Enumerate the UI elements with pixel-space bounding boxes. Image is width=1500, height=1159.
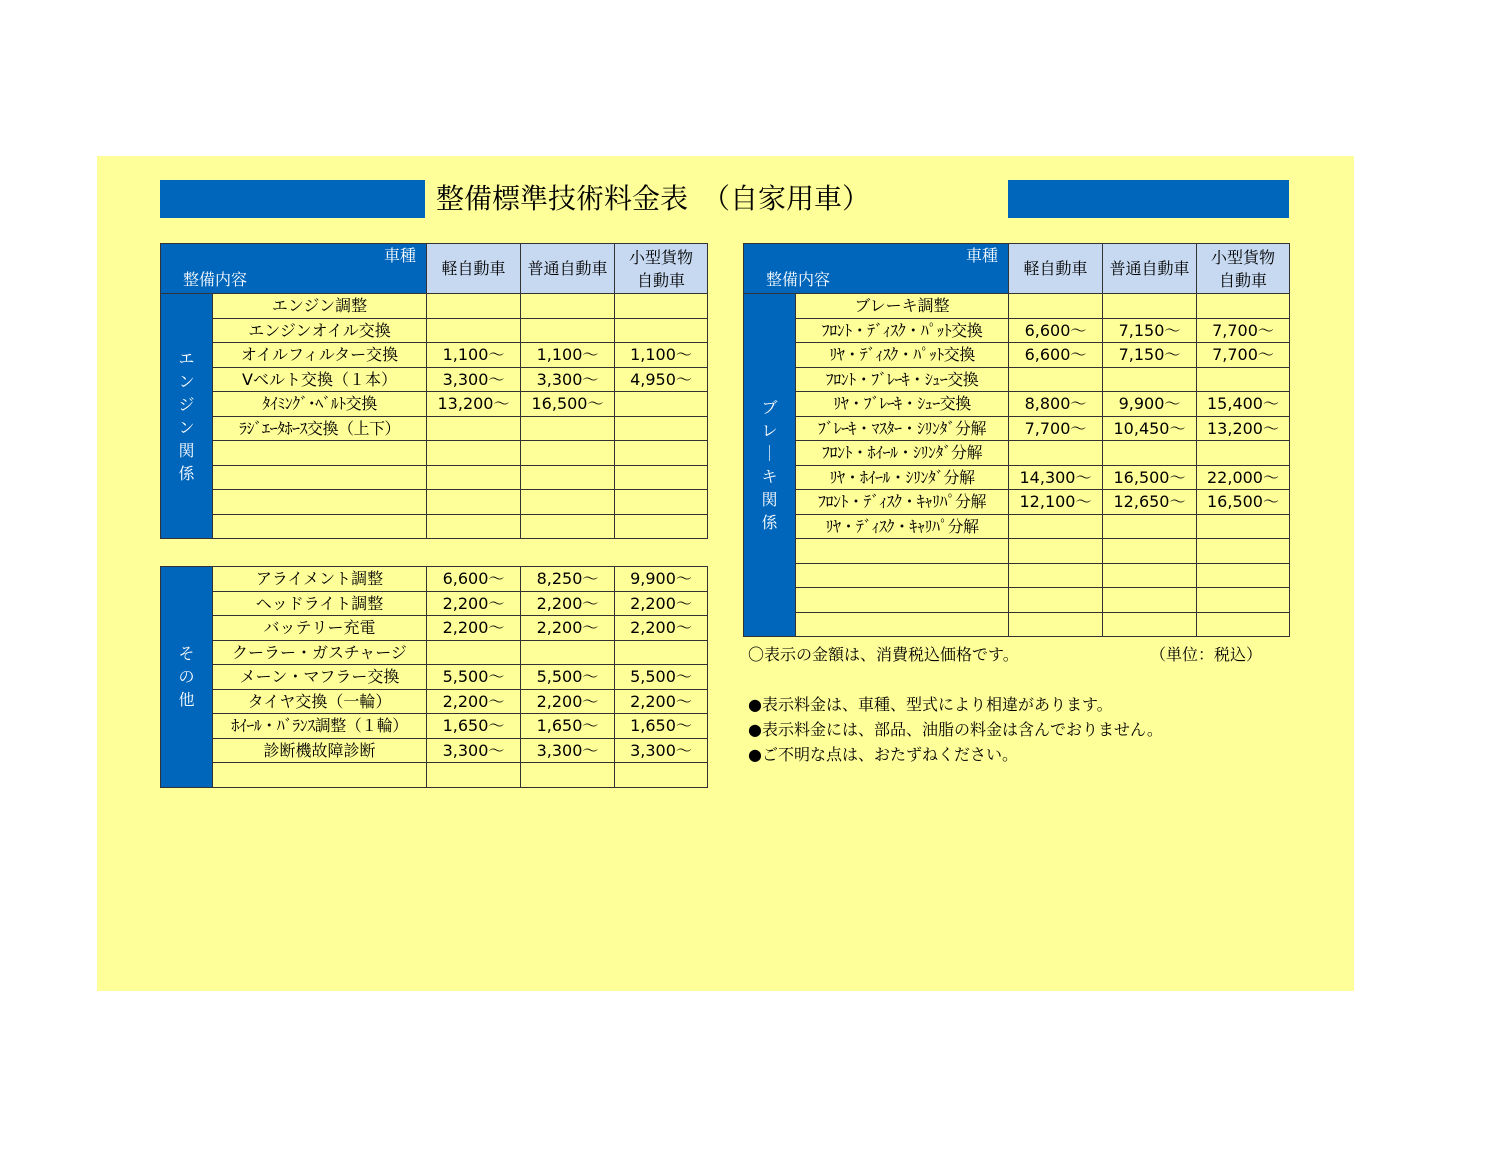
service-item-name (213, 763, 427, 788)
price-cell (1103, 441, 1197, 466)
col-kogata-header (615, 244, 708, 294)
price-cell (615, 640, 708, 665)
price-cell: 9,900～ (615, 567, 708, 592)
price-cell: 7,150～ (1103, 343, 1197, 368)
price-cell: 2,200～ (521, 616, 615, 641)
table-row (744, 343, 1290, 368)
price-cell: 16,500～ (1103, 465, 1197, 490)
price-cell (1009, 294, 1103, 319)
table-row (161, 318, 708, 343)
price-cell (427, 416, 521, 441)
table-row (744, 563, 1290, 588)
price-cell: 7,700～ (1009, 416, 1103, 441)
table-row (744, 465, 1290, 490)
price-cell (1103, 563, 1197, 588)
service-item-name: ブレーキ調整 (796, 294, 1009, 319)
price-cell (1009, 563, 1103, 588)
service-item-name: Vベルト交換（１本） (213, 367, 427, 392)
header-corner (744, 244, 1009, 294)
table-row (161, 689, 708, 714)
price-cell: 1,650～ (615, 714, 708, 739)
service-item-name: ﾗｼﾞｴｰﾀﾎｰｽ交換（上下） (213, 416, 427, 441)
price-cell (521, 441, 615, 466)
col-kogata-header (1197, 244, 1290, 294)
price-cell: 1,100～ (427, 343, 521, 368)
service-item-name: エンジンオイル交換 (213, 318, 427, 343)
price-cell (521, 763, 615, 788)
price-cell: 12,100～ (1009, 490, 1103, 515)
table-row (161, 738, 708, 763)
price-cell (427, 763, 521, 788)
category-label: そ の 他 (161, 567, 213, 788)
price-cell: 2,200～ (615, 591, 708, 616)
service-item-name: ヘッドライト調整 (213, 591, 427, 616)
price-cell (1103, 367, 1197, 392)
price-cell (1197, 294, 1290, 319)
table-row (744, 392, 1290, 417)
note-bullet: ●ご不明な点は、おたずねください。 (748, 745, 1018, 764)
price-cell: 3,300～ (427, 738, 521, 763)
price-cell: 7,700～ (1197, 318, 1290, 343)
service-item-name (213, 441, 427, 466)
price-cell: 13,200～ (1197, 416, 1290, 441)
table-row (744, 539, 1290, 564)
service-item-name: ﾌﾛﾝﾄ・ﾃﾞｨｽｸ・ﾊﾟｯﾄ交換 (796, 318, 1009, 343)
price-cell (1009, 367, 1103, 392)
price-cell (615, 514, 708, 539)
title-bar-left (160, 180, 425, 218)
table-row (161, 465, 708, 490)
col-kei-header: 軽自動車 (1009, 244, 1103, 294)
price-cell: 14,300～ (1009, 465, 1103, 490)
service-item-name: アライメント調整 (213, 567, 427, 592)
price-cell: 4,950～ (615, 367, 708, 392)
vehicle-type-label: 車種 (965, 246, 998, 265)
service-item-name: オイルフィルター交換 (213, 343, 427, 368)
service-item-name: ﾌﾛﾝﾄ・ﾃﾞｨｽｸ・ｷｬﾘﾊﾟ分解 (796, 490, 1009, 515)
price-cell: 16,500～ (521, 392, 615, 417)
brake-price-table (743, 243, 1290, 637)
price-cell: 9,900～ (1103, 392, 1197, 417)
service-item-name (796, 563, 1009, 588)
col-futsu-header: 普通自動車 (1103, 244, 1197, 294)
other-price-table (160, 566, 708, 788)
price-cell (1103, 612, 1197, 637)
price-cell: 1,100～ (521, 343, 615, 368)
table-row (744, 416, 1290, 441)
price-cell (615, 416, 708, 441)
service-item-name (796, 588, 1009, 613)
price-cell: 1,100～ (615, 343, 708, 368)
service-item-name: ﾘﾔ・ﾃﾞｨｽｸ・ｷｬﾘﾊﾟ分解 (796, 514, 1009, 539)
price-cell (427, 294, 521, 319)
service-item-name (213, 465, 427, 490)
price-cell: 3,300～ (521, 367, 615, 392)
table-row (161, 343, 708, 368)
price-cell (615, 490, 708, 515)
service-label: 整備内容 (183, 270, 248, 289)
table-row (744, 612, 1290, 637)
table-row (161, 367, 708, 392)
vehicle-type-label: 車種 (383, 246, 416, 265)
table-row (161, 665, 708, 690)
service-item-name: タイヤ交換（一輪） (213, 689, 427, 714)
price-cell: 7,700～ (1197, 343, 1290, 368)
service-item-name (213, 514, 427, 539)
col-kogata-line2: 自動車 (1218, 270, 1267, 290)
price-cell (1197, 514, 1290, 539)
col-kei-header: 軽自動車 (427, 244, 521, 294)
service-item-name: ﾘﾔ・ﾃﾞｨｽｸ・ﾊﾟｯﾄ交換 (796, 343, 1009, 368)
price-cell: 8,800～ (1009, 392, 1103, 417)
price-cell: 2,200～ (615, 689, 708, 714)
service-item-name (796, 612, 1009, 637)
price-cell (1103, 514, 1197, 539)
table-row (744, 318, 1290, 343)
col-kogata-line2: 自動車 (636, 270, 685, 290)
service-item-name: ﾘﾔ・ﾌﾞﾚｰｷ・ｼｭｰ交換 (796, 392, 1009, 417)
table-row (161, 441, 708, 466)
price-cell (1103, 588, 1197, 613)
price-cell (521, 490, 615, 515)
price-cell: 6,600～ (1009, 343, 1103, 368)
price-cell (521, 640, 615, 665)
price-cell (427, 514, 521, 539)
table-row (161, 294, 708, 319)
price-cell (521, 294, 615, 319)
service-item-name (213, 490, 427, 515)
tax-note: 〇表示の金額は、消費税込価格です。 (748, 645, 1019, 664)
col-kogata-line1: 小型貨物 (1210, 247, 1275, 267)
price-cell (1103, 294, 1197, 319)
price-cell (1009, 612, 1103, 637)
engine-price-table (160, 243, 708, 539)
price-cell: 6,600～ (1009, 318, 1103, 343)
price-cell: 10,450～ (1103, 416, 1197, 441)
table-row (161, 490, 708, 515)
price-cell: 1,650～ (427, 714, 521, 739)
col-futsu-header: 普通自動車 (521, 244, 615, 294)
price-cell: 7,150～ (1103, 318, 1197, 343)
price-cell (521, 318, 615, 343)
price-cell (1197, 539, 1290, 564)
service-label: 整備内容 (766, 270, 831, 289)
price-cell (427, 640, 521, 665)
price-cell (1197, 367, 1290, 392)
table-row (161, 640, 708, 665)
service-item-name: エンジン調整 (213, 294, 427, 319)
table-row (161, 514, 708, 539)
price-cell: 1,650～ (521, 714, 615, 739)
price-cell: 5,500～ (521, 665, 615, 690)
service-item-name: ﾌﾛﾝﾄ・ﾌﾞﾚｰｷ・ｼｭｰ交換 (796, 367, 1009, 392)
table-row (744, 367, 1290, 392)
service-item-name: ﾀｲﾐﾝｸﾞ･ﾍﾞﾙﾄ交換 (213, 392, 427, 417)
title-bar-right (1008, 180, 1289, 218)
table-row (744, 514, 1290, 539)
price-cell: 3,300～ (427, 367, 521, 392)
price-cell (1197, 588, 1290, 613)
price-cell: 3,300～ (521, 738, 615, 763)
service-item-name: ﾘﾔ・ﾎｲｰﾙ・ｼﾘﾝﾀﾞ分解 (796, 465, 1009, 490)
price-cell: 22,000～ (1197, 465, 1290, 490)
price-cell (427, 490, 521, 515)
price-cell: 16,500～ (1197, 490, 1290, 515)
price-cell: 2,200～ (427, 616, 521, 641)
price-cell: 2,200～ (521, 689, 615, 714)
service-item-name: バッテリー充電 (213, 616, 427, 641)
service-item-name (796, 539, 1009, 564)
price-cell: 3,300～ (615, 738, 708, 763)
service-item-name: ﾌﾞﾚｰｷ・ﾏｽﾀｰ・ｼﾘﾝﾀﾞ分解 (796, 416, 1009, 441)
service-item-name: メーン・マフラー交換 (213, 665, 427, 690)
price-cell (615, 465, 708, 490)
price-cell: 2,200～ (615, 616, 708, 641)
table-row (744, 490, 1290, 515)
price-cell (615, 318, 708, 343)
price-cell (427, 318, 521, 343)
price-cell (427, 465, 521, 490)
service-item-name: ﾎｲｰﾙ・ﾊﾞﾗﾝｽ調整（１輪） (213, 714, 427, 739)
table-row (161, 763, 708, 788)
note-bullet: ●表示料金は、車種、型式により相違があります。 (748, 695, 1113, 714)
table-row (744, 441, 1290, 466)
price-cell (427, 441, 521, 466)
price-cell (615, 763, 708, 788)
price-cell: 2,200～ (427, 689, 521, 714)
price-cell: 6,600～ (427, 567, 521, 592)
unit-note: （単位：税込） (1150, 645, 1263, 664)
price-cell (1197, 612, 1290, 637)
col-kogata-line1: 小型貨物 (628, 247, 693, 267)
price-cell: 5,500～ (427, 665, 521, 690)
price-cell (1009, 588, 1103, 613)
price-cell (521, 416, 615, 441)
price-cell: 2,200～ (427, 591, 521, 616)
price-cell (1197, 563, 1290, 588)
price-cell: 12,650～ (1103, 490, 1197, 515)
category-label: エ ン ジ ン 関 係 (161, 294, 213, 539)
table-row (161, 392, 708, 417)
price-cell (1009, 539, 1103, 564)
price-cell (521, 514, 615, 539)
table-row (744, 294, 1290, 319)
price-cell: 15,400～ (1197, 392, 1290, 417)
note-bullet: ●表示料金には、部品、油脂の料金は含んでおりません。 (748, 720, 1163, 739)
table-row (161, 714, 708, 739)
price-cell (615, 441, 708, 466)
price-cell (1197, 441, 1290, 466)
price-cell: 13,200～ (427, 392, 521, 417)
table-row (161, 416, 708, 441)
category-label: ブ レ ｜ キ 関 係 (744, 294, 796, 637)
service-item-name: クーラー・ガスチャージ (213, 640, 427, 665)
price-cell (1009, 441, 1103, 466)
price-cell (521, 465, 615, 490)
price-cell: 5,500～ (615, 665, 708, 690)
price-cell (615, 294, 708, 319)
service-item-name: 診断機故障診断 (213, 738, 427, 763)
price-cell: 8,250～ (521, 567, 615, 592)
table-row (161, 591, 708, 616)
table-row (161, 567, 708, 592)
price-cell (1103, 539, 1197, 564)
table-row (744, 588, 1290, 613)
price-cell (615, 392, 708, 417)
header-corner (161, 244, 427, 294)
price-cell (1009, 514, 1103, 539)
page-title: 整備標準技術料金表 （自家用車） (436, 182, 871, 215)
table-row (161, 616, 708, 641)
price-cell: 2,200～ (521, 591, 615, 616)
service-item-name: ﾌﾛﾝﾄ・ﾎｲｰﾙ・ｼﾘﾝﾀﾞ分解 (796, 441, 1009, 466)
